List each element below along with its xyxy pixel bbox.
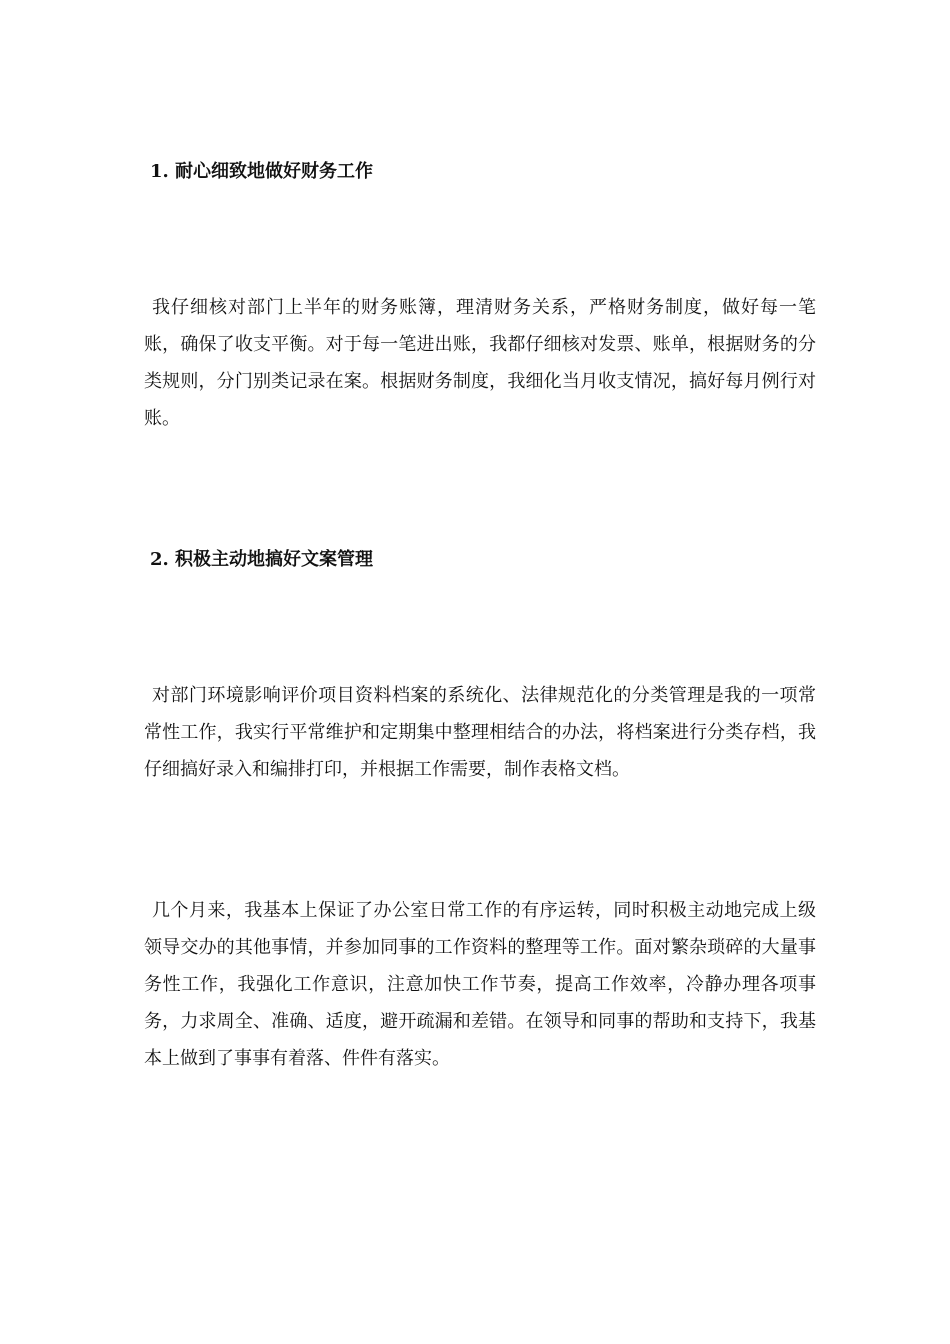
section-paragraph-finance: 我仔细核对部门上半年的财务账簿，理清财务关系，严格财务制度，做好每一笔账，确保了收支平衡。对于每一笔进出账，我都仔细核对发票、账单，根据财务的分类规则，分门别类记录在案。根据财务制度，我细化当月收支情况，搞好每月例行对账。 bbox=[144, 297, 816, 429]
closing-paragraph: 几个月来，我基本上保证了办公室日常工作的有序运转，同时积极主动地完成上级领导交办的其他事情，并参加同事的工作资料的整理等工作。面对繁杂琐碎的大量事务性工作，我强化工作意识，注意加快工作节奏，提高工作效率，冷静办理各项事务，力求周全、准确、适度，避开疏漏和差错。在领导和同事的帮助和支持下，我基本上做到了事事有着落、件件有落实。 bbox=[144, 900, 816, 1069]
section-heading-archive: 2. 积极主动地搞好文案管理 bbox=[150, 549, 374, 570]
section-heading-finance: 1. 耐心细致地做好财务工作 bbox=[150, 161, 374, 182]
section-paragraph-archive: 对部门环境影响评价项目资料档案的系统化、法律规范化的分类管理是我的一项常常性工作，我实行平常维护和定期集中整理相结合的办法，将档案进行分类存档，我仔细搞好录入和编排打印，并根据工作需要，制作表格文档。 bbox=[144, 685, 816, 780]
